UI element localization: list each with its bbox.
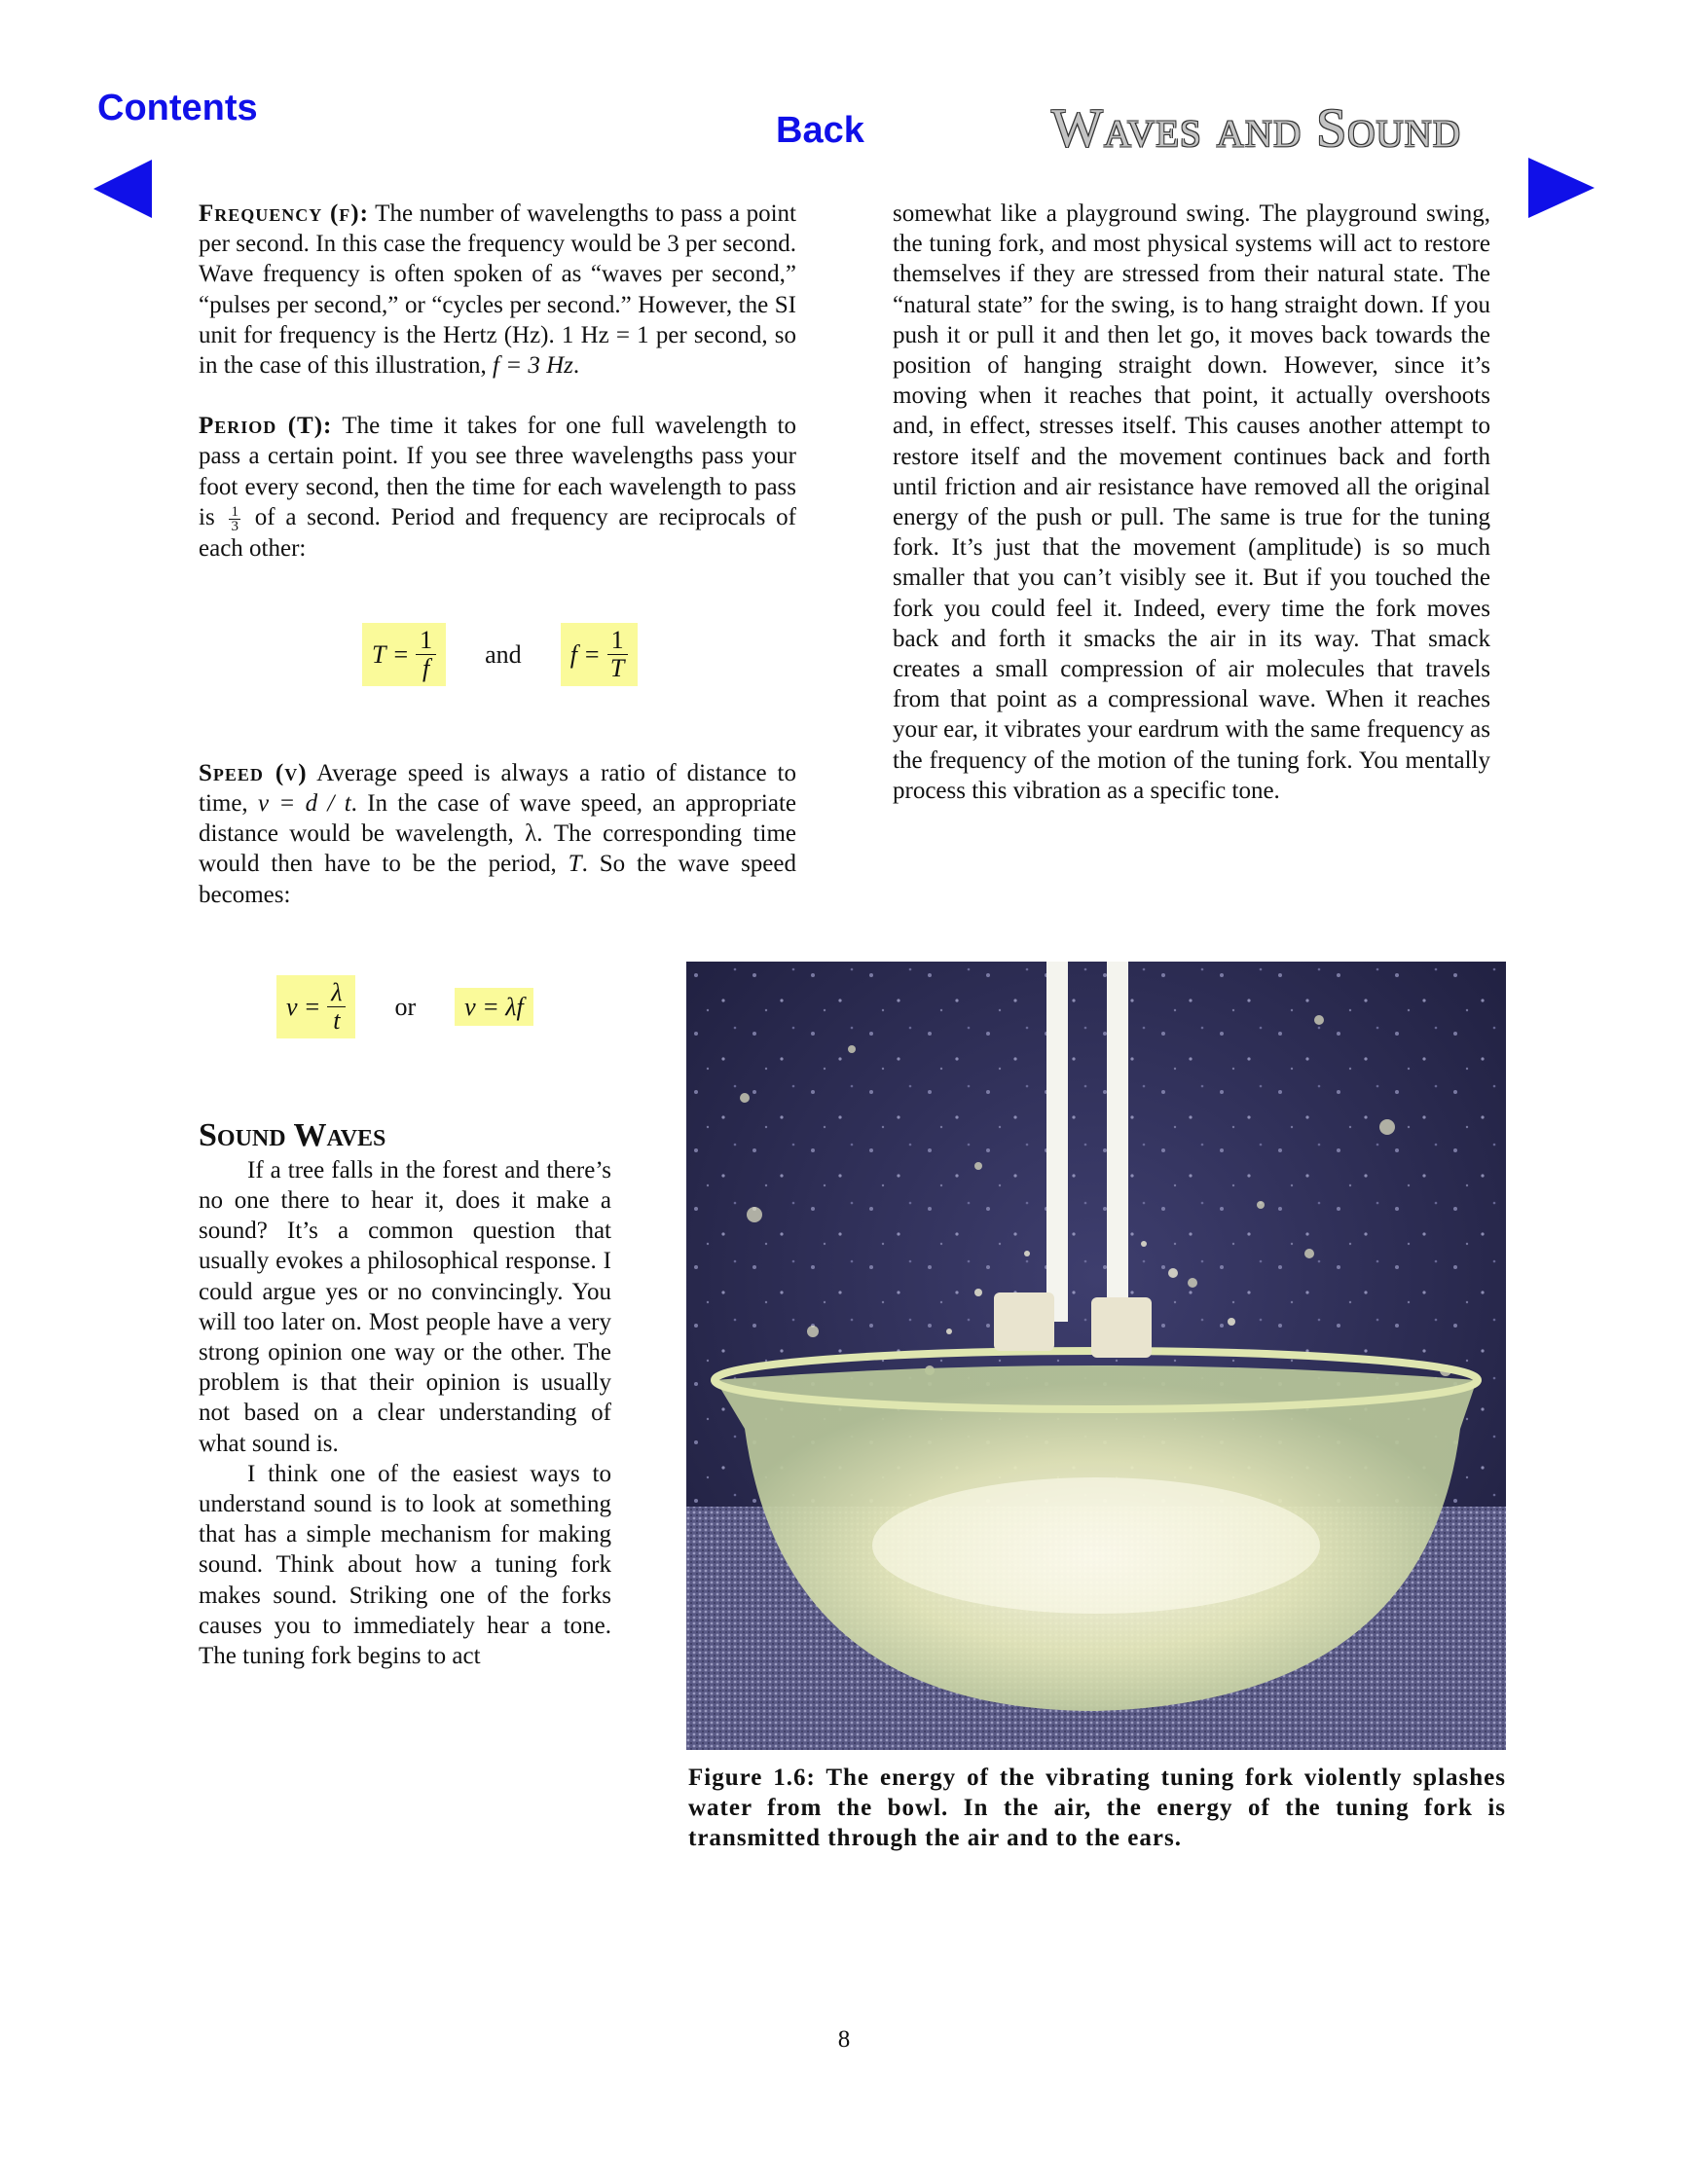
sound-paragraph-1: If a tree falls in the forest and there’s no one there to hear it, does it make a sound? It’s a common question that usually evokes a philosophical response. I could argue yes or no convincingly. You will too later on. Most people have a very strong opinion one way or the other. The problem is that their opinion is usually not based on a clear understanding of what sound is. xyxy=(199,1156,611,1457)
frequency-term: Frequency (f): xyxy=(199,200,369,227)
section-heading: Sound Waves xyxy=(199,1116,386,1153)
frequency-text: The number of wavelengths to pass a point per second. In this case the frequency would be 3 per second. Wave frequency is often spoken of as “waves per second,” “pulses per second,” or “cycles per second.” However, the SI unit for frequency is the Hertz (Hz). 1 Hz = 1 per second, so in the case of this illustration, xyxy=(199,200,796,380)
equation-denominator: f xyxy=(422,654,430,683)
one-third-fraction xyxy=(229,505,240,533)
page-number: 8 xyxy=(837,2026,851,2053)
equation-variable: f xyxy=(569,640,577,670)
frequency-equation xyxy=(561,623,638,686)
reciprocal-equations xyxy=(199,608,796,702)
speed-product-equation: v = λf xyxy=(455,988,533,1026)
right-arrow-icon[interactable] xyxy=(1528,158,1595,218)
chapter-title: Waves and Sound xyxy=(1051,98,1461,159)
frequency-end: . xyxy=(572,352,580,380)
speed-term: Speed (v) xyxy=(199,759,308,786)
period-text-2: of a second. Period and frequency are reciprocals of each other: xyxy=(199,503,796,562)
speed-formula: v = d / t xyxy=(258,790,351,817)
fraction-denominator: 3 xyxy=(231,518,239,534)
frequency-example: f = 3 Hz xyxy=(493,352,573,380)
tuning-fork-photo xyxy=(686,962,1506,1750)
speed-fraction-equation xyxy=(276,975,355,1038)
period-text-1: The time it takes for one full wavelength to pass a certain point. If you see three wavelengths pass your foot every second, then the time for each wavelength to pass is xyxy=(199,413,796,530)
figure-caption: Figure 1.6: The energy of the vibrating tuning fork violently splashes water from the bowl. In the air, the energy of the tuning fork is transmitted through the air and to the ears. xyxy=(688,1765,1506,1852)
equation-fraction xyxy=(327,979,346,1035)
equation-numerator: λ xyxy=(327,979,346,1007)
fraction-numerator: 1 xyxy=(231,503,239,520)
equals-sign: = xyxy=(305,993,320,1022)
equation-numerator: 1 xyxy=(416,627,436,655)
period-variable: T xyxy=(568,851,582,878)
right-column-paragraph: somewhat like a playground swing. The playground swing, the tuning fork, and most physical systems will act to restore themselves if they are stressed from their natural state. The “natural state” for the swing, is to hang straight down. If you push it or pull it and then let go, it moves back towards the position of hanging straight down. However, since it’s moving when it reaches that point, it actually overshoots and, in effect, stresses itself. This causes another attempt to restore itself and the movement continues back and forth until friction and air resistance have removed all the original energy of the push or pull. The same is true for the tuning fork. It’s just that the movement (amplitude) is so much smaller that you can’t visibly see it. But if you touched the fork you could feel it. Indeed, every time the fork moves back and forth it smacks the air in its way. That smack creates a small compression of air molecules that travels from that point as a compressional wave. When it reaches your ear, it vibrates your eardrum with the same frequency as the frequency of the motion of the tuning fork. You mentally process this vibration as a specific tone. xyxy=(893,200,1490,804)
equation-variable: T xyxy=(372,640,386,670)
speed-paragraph xyxy=(199,758,796,910)
equation-denominator: T xyxy=(609,654,625,683)
period-term: Period (T): xyxy=(199,413,333,440)
speed-text-3: . So the wave speed becomes: xyxy=(199,851,796,908)
equation-variable: v xyxy=(286,993,298,1022)
period-paragraph xyxy=(199,411,796,564)
period-equation xyxy=(362,623,446,686)
equation-fraction xyxy=(607,627,628,682)
equation-conjunction: or xyxy=(394,993,417,1022)
tuning-fork-illustration xyxy=(686,962,1506,1750)
frequency-paragraph xyxy=(199,199,796,381)
equation-fraction xyxy=(416,627,436,682)
right-column xyxy=(893,199,1490,806)
speed-text-1: Average speed is always a ratio of distance to time, xyxy=(199,759,797,817)
contents-link[interactable]: Contents xyxy=(97,88,258,128)
equation-denominator: t xyxy=(333,1006,341,1036)
back-link[interactable]: Back xyxy=(776,110,864,151)
left-arrow-icon[interactable] xyxy=(93,160,152,218)
equation-numerator: 1 xyxy=(607,627,628,655)
equation-conjunction: and xyxy=(485,640,522,670)
sound-paragraph-2: I think one of the easiest ways to understand sound is to look at something that has a simple mechanism for making sound. Think about how a tuning fork makes sound. Striking one of the forks causes you to immediately hear a tone. The tuning fork begins to act xyxy=(199,1460,611,1670)
speed-text-2: . In the case of wave speed, an appropriate distance would be wavelength, λ. The corresponding time would then have to be the period, xyxy=(199,790,797,878)
equals-sign: = xyxy=(393,640,409,670)
equals-sign: = xyxy=(584,640,600,670)
